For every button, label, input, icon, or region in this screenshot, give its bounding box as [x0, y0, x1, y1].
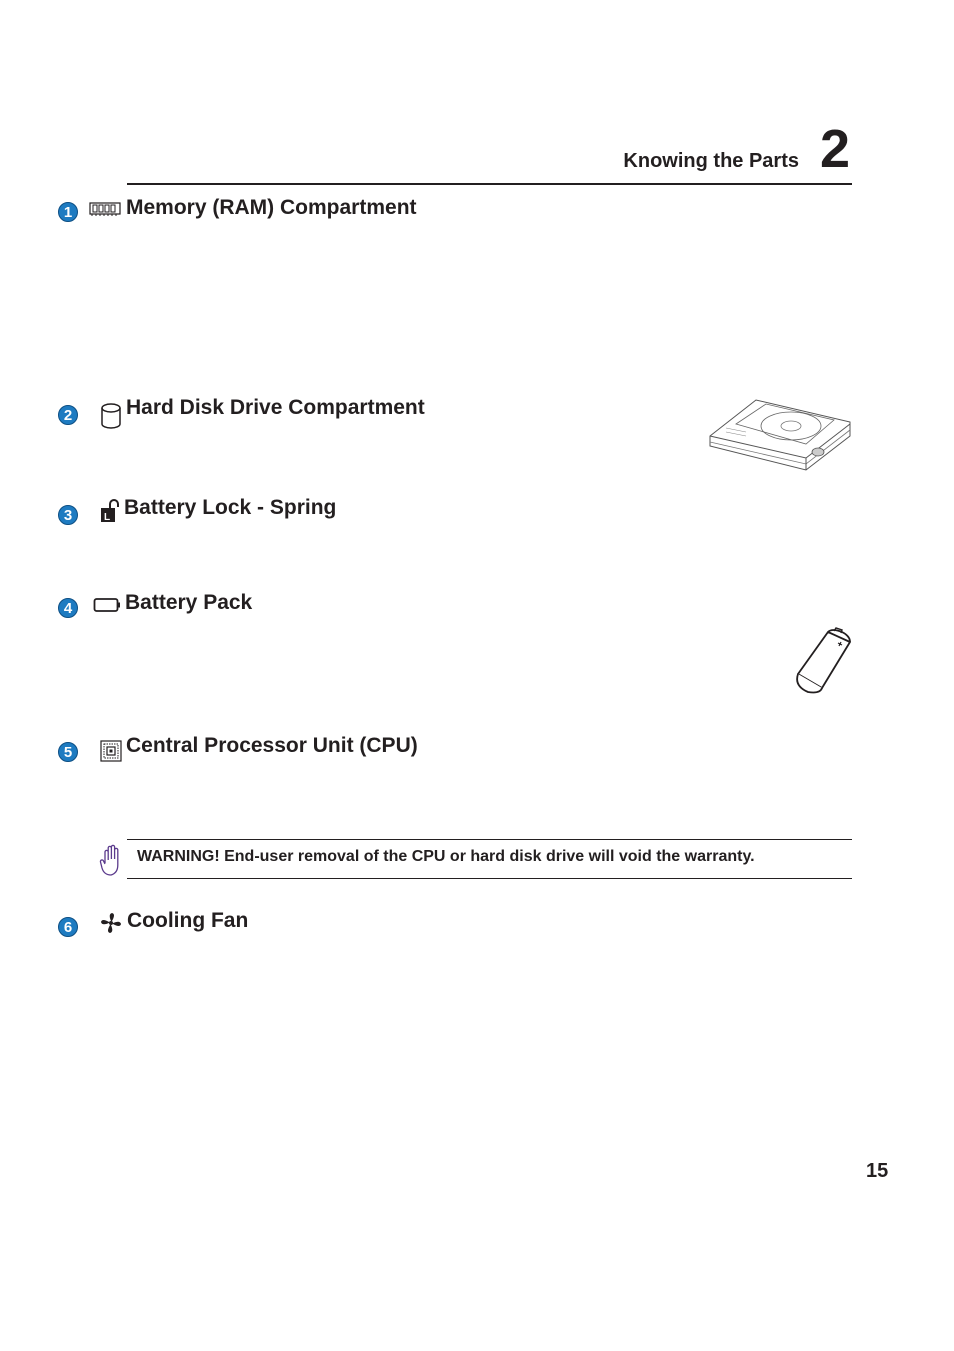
- section-title-cooling-fan: Cooling Fan: [127, 909, 249, 932]
- memory-icon: [89, 201, 121, 217]
- battery-icon: [93, 597, 121, 613]
- battery-lock-icon: [100, 498, 124, 524]
- section-number-badge: 4: [58, 598, 78, 618]
- warning-top-rule: [127, 839, 852, 840]
- section-number-badge: 2: [58, 405, 78, 425]
- fan-icon: [100, 912, 122, 934]
- section-title-battery-lock: Battery Lock - Spring: [124, 496, 337, 519]
- section-title-hard-disk: Hard Disk Drive Compartment: [126, 396, 425, 419]
- chapter-number: 2: [820, 119, 851, 179]
- section-number-badge: 6: [58, 917, 78, 937]
- section-number-badge: 5: [58, 742, 78, 762]
- chapter-title: Knowing the Parts: [623, 150, 799, 172]
- section-number-badge: 3: [58, 505, 78, 525]
- warning-text: WARNING! End-user removal of the CPU or hard disk drive will void the warranty.: [137, 848, 755, 865]
- section-title-memory: Memory (RAM) Compartment: [126, 196, 417, 219]
- hard-disk-illustration: [706, 396, 854, 474]
- hard-disk-icon: [100, 402, 122, 430]
- section-title-cpu: Central Processor Unit (CPU): [126, 734, 418, 757]
- header-divider: [127, 183, 852, 185]
- page-number: 15: [866, 1160, 889, 1182]
- battery-illustration: [792, 626, 854, 694]
- section-title-battery-pack: Battery Pack: [125, 591, 253, 614]
- warning-bottom-rule: [127, 878, 852, 879]
- section-number-badge: 1: [58, 202, 78, 222]
- hand-stop-icon: [99, 843, 123, 877]
- cpu-icon: [100, 740, 122, 762]
- battery-lock-letter: L: [104, 512, 111, 523]
